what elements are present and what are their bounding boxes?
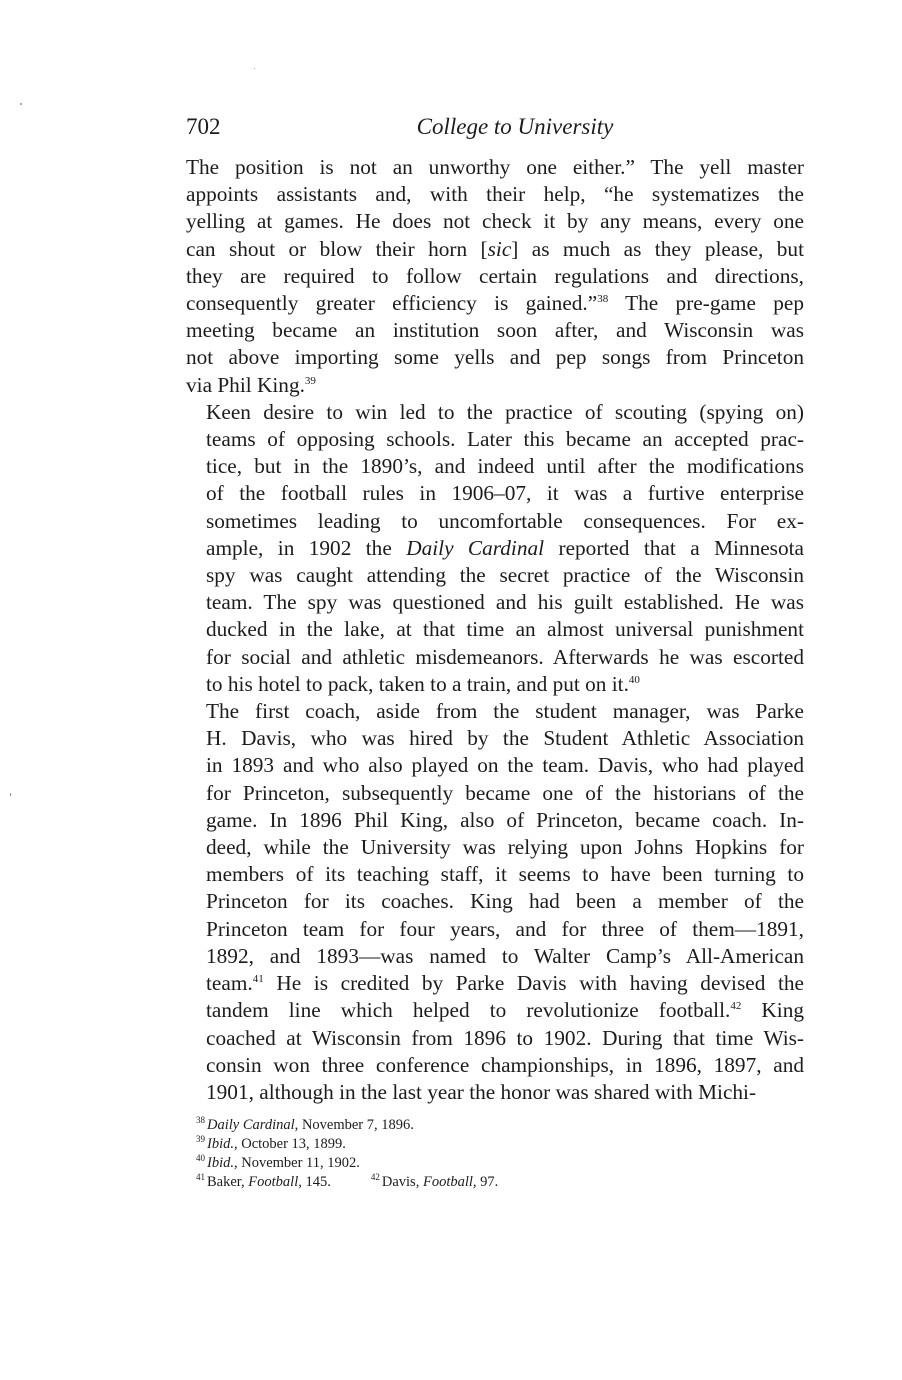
footnote-number: 38 — [196, 1115, 205, 1126]
footnote-number: 40 — [196, 1153, 205, 1164]
italic-text: Daily Cardinal, — [207, 1117, 299, 1134]
paragraph — [186, 698, 804, 1106]
text-line: tice, but in the 1890’s, and indeed until after the modifications — [206, 454, 804, 479]
page-header — [186, 114, 804, 154]
italic-text: Ibid., — [207, 1155, 238, 1172]
italic-text: Football, — [422, 1174, 477, 1191]
footnote: $^{39}$ Ibid., October 13, 1899. — [196, 1134, 346, 1153]
text-line: not above importing some yells and pep songs from Princeton — [186, 345, 804, 370]
text-line: for social and athletic misdemeanors. Afterwards he was escorted — [206, 644, 804, 669]
text-line: team.$^{41}$ He is credited by Parke Davis with having devised the — [206, 971, 804, 996]
text-line: The first coach, aside from the student manager, was Parke — [206, 699, 804, 724]
footnote: $^{38}$ Daily Cardinal, November 7, 1896. — [196, 1115, 414, 1134]
footnote-line — [196, 1173, 804, 1192]
text-line: consequently greater efficiency is gained.”$^{38}$ The pre-game pep — [186, 291, 805, 316]
book-page — [186, 114, 804, 1192]
italic-text: Ibid., — [207, 1136, 238, 1153]
page-number: 702 — [186, 114, 221, 139]
text-line: Princeton for its coaches. King had been a member of the — [206, 889, 804, 914]
scan-speck — [254, 68, 255, 69]
text-line: to his hotel to pack, taken to a train, and put on it.$^{40}$ — [206, 671, 640, 696]
footnote-ref: 38 — [597, 293, 609, 306]
text-line: can shout or blow their horn [sic] as much as they please, but — [186, 236, 804, 261]
footnote-line — [196, 1135, 804, 1154]
italic-text: sic — [487, 236, 512, 261]
text-line: members of its teaching staff, it seems to have been turning to — [206, 862, 804, 887]
italic-text: Daily Cardinal — [406, 535, 545, 560]
footnote: $^{42}$ Davis, Football, 97. — [370, 1172, 499, 1191]
footnote-ref: 39 — [304, 374, 316, 387]
footnote-ref: 42 — [730, 1000, 742, 1013]
text-line: team. The spy was questioned and his guilt established. He was — [206, 590, 804, 615]
text-line: meeting became an institution soon after, and Wisconsin was — [186, 318, 804, 343]
footnote-number: 39 — [196, 1134, 205, 1145]
text-line: consin won three conference championships, in 1896, 1897, and — [206, 1052, 804, 1077]
text-line: coached at Wisconsin from 1896 to 1902. During that time Wis- — [206, 1025, 804, 1050]
text-line: Princeton team for four years, and for three of them—1891, — [206, 916, 804, 941]
text-line: teams of opposing schools. Later this became an accepted prac- — [206, 427, 804, 452]
paragraph — [186, 154, 804, 399]
running-title: College to University — [416, 114, 614, 139]
footnote-ref: 41 — [252, 973, 264, 986]
scan-speck — [20, 103, 22, 105]
text-line: in 1893 and who also played on the team. Davis, who had played — [206, 753, 804, 778]
text-line: deed, while the University was relying upon Johns Hopkins for — [206, 835, 804, 860]
scan-speck — [10, 793, 11, 796]
text-line: tandem line which helped to revolutionize football.$^{42}$ King — [206, 998, 805, 1023]
body-text — [186, 154, 804, 1106]
text-line: ducked in the lake, at that time an almost universal punishment — [206, 617, 804, 642]
text-line: for Princeton, subsequently became one of the historians of the — [206, 780, 804, 805]
paragraph — [186, 399, 804, 698]
text-line: yelling at games. He does not check it by any means, every one — [186, 209, 804, 234]
text-line: H. Davis, who was hired by the Student Athletic Association — [206, 726, 804, 751]
footnote-number: 41 — [196, 1172, 205, 1183]
text-line: they are required to follow certain regulations and directions, — [186, 263, 804, 288]
text-line: The position is not an unworthy one either.” The yell master — [186, 155, 804, 179]
footnote-line — [196, 1116, 804, 1135]
footnote-ref: 40 — [628, 673, 640, 686]
text-line: sometimes leading to uncomfortable consequences. For ex- — [206, 508, 804, 533]
footnote-line — [196, 1154, 804, 1173]
footnotes — [186, 1116, 804, 1192]
text-line: Keen desire to win led to the practice of scouting (spying on) — [206, 399, 804, 424]
footnote: $^{41}$ Baker, Football, 145. — [196, 1172, 331, 1191]
text-line: appoints assistants and, with their help, “he systematizes the — [186, 182, 804, 207]
footnote-number: 42 — [370, 1172, 380, 1183]
footnote: $^{40}$ Ibid., November 11, 1902. — [196, 1153, 360, 1172]
text-line: 1901, although in the last year the honor was shared with Michi- — [206, 1079, 757, 1104]
italic-text: Football, — [248, 1174, 302, 1191]
text-line: ample, in 1902 the Daily Cardinal reported that a Minnesota — [206, 535, 804, 560]
text-line: game. In 1896 Phil King, also of Princeton, became coach. In- — [206, 807, 804, 832]
text-line: of the football rules in 1906–07, it was a furtive enterprise — [206, 481, 804, 506]
text-line: via Phil King.$^{39}$ — [186, 372, 316, 397]
text-line: spy was caught attending the secret practice of the Wisconsin — [206, 563, 804, 588]
text-line: 1892, and 1893—was named to Walter Camp’s All-American — [206, 943, 804, 968]
